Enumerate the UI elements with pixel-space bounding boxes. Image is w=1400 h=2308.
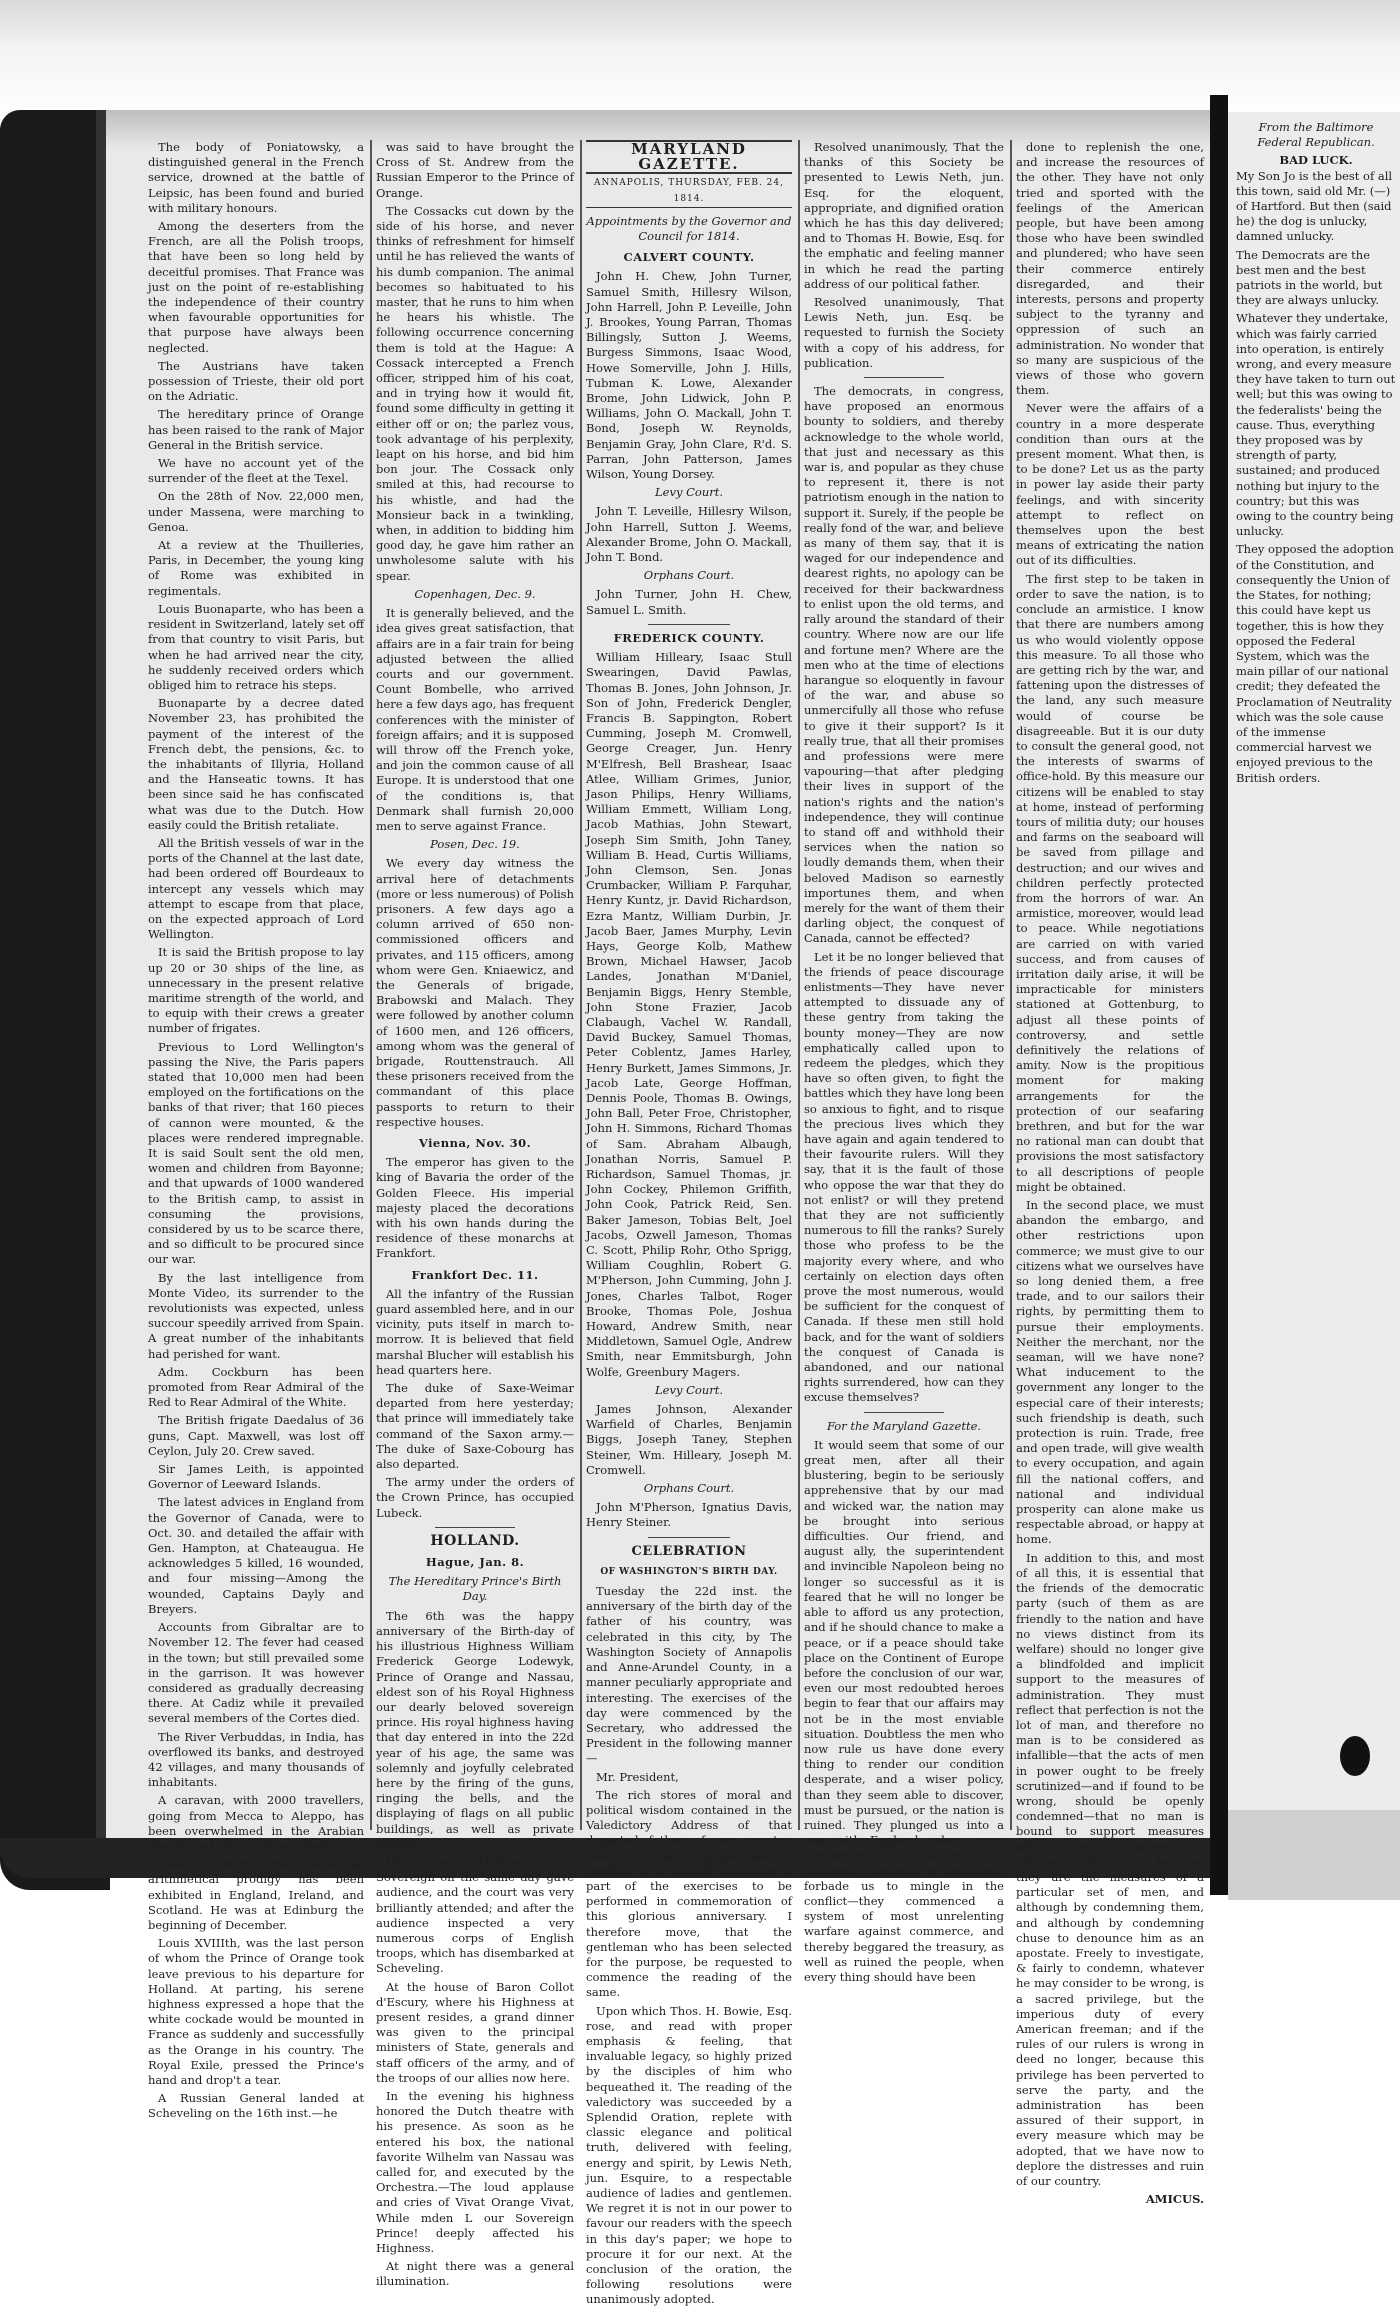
article-paragraph: The British frigate Daedalus of 36 guns, Capt. Maxwell, was lost off Ceylon, July 20. Crew saved. (148, 1413, 364, 1458)
article-paragraph: John H. Chew, John Turner, Samuel Smith, Hillesry Wilson, John Harrell, John P. Leveille, John J. Brookes, Young Parran, Thomas Billingsly, Sutton J. Weems, Burgess Simmons, Isaac Wood, Howe Somerville, John J. Hills, Tubman K. Lowe, Alexander Brome, John Lidwick, John P. Williams, John O. Mackall, John T. Bond, Joseph W. Reynolds, Benjamin Gray, John Clare, R'd. S. Parran, John Patterson, James Wilson, Young Dorsey. (586, 269, 792, 482)
section-heading: HOLLAND. (430, 1532, 520, 1549)
article-paragraph: Previous to Lord Wellington's passing the Nive, the Paris papers stated that 10,000 men had been employed on the fortifications on the banks of that river; that 160 pieces of cannon were mounted, & the places were rendered impregnable. It is said Soult sent the old men, women and children from Bayonne; and that upwards of 1000 wandered to the British camp, to assist in consuming the provisions, considered by us to be scarce there, and so difficult to be procured since our war. (148, 1039, 364, 1267)
divider (648, 624, 730, 625)
section-subheading: OF WASHINGTON'S BIRTH DAY. (600, 1566, 778, 1577)
article-paragraph: In the second place, we must abandon the embargo, and other restrictions upon commerce; we must give to our citizens what we ourselves have so long denied them, a free trade, and to our sailors their rights, by permitting them to pursue their employments. Neither the merchant, nor the seaman, will we have none? What inducement to the government any longer to the especial care of their interests; such friendship is death, such protection is ruin. Trade, free and open trade, will give wealth to every occupation, and again fill the national coffers, and national and individual prosperity can alone make us respectable abroad, or happy at home. (1016, 1198, 1204, 1547)
article-paragraph: James Johnson, Alexander Warfield of Charles, Benjamin Biggs, Joseph Taney, Stephen Steiner, Wm. Hilleary, Joseph M. Cromwell. (586, 1402, 792, 1477)
article-paragraph: Zera Colburn, the American arithmetical prodigy has been exhibited in England, Ireland, and Scotland. He was at Edinburg the beginning of December. (148, 1857, 364, 1932)
article-paragraph: The duke of Saxe-Weimar departed from here yesterday; that prince will immediately take command of the Saxon army.—The duke of Saxe-Cobourg has also departed. (376, 1381, 574, 1472)
article-paragraph: Louis Buonaparte, who has been a resident in Switzerland, lately set off from that country to visit Paris, but when he had arrived near the city, he suddenly received orders which obliged him to retrace his steps. (148, 601, 364, 692)
column-1 (148, 140, 364, 2121)
article-paragraph: Resolved unanimously, That Lewis Neth, jun. Esq. be requested to furnish the Society with a copy of his address, for publication. (804, 295, 1004, 370)
article-paragraph: John T. Leveille, Hillesry Wilson, John Harrell, Sutton J. Weems, Alexander Brome, John O. Mackall, John T. Bond. (586, 504, 792, 565)
article-paragraph: His Royal Highness our Sovereign on the same day gave audience, and the court was very brilliantly attended; and after the audience inspected a very numerous corps of English troops, which has disembarked at Scheveling. (376, 1854, 574, 1976)
article-paragraph: Buonaparte by a decree dated November 23, has prohibited the payment of the interest of the French debt, the pensions, &c. to the inhabitants of Illyria, Holland and the Hanseatic towns. It has been since said he has confiscated what was due to the Dutch. How easily could the British retaliate. (148, 696, 364, 832)
article-paragraph: All the infantry of the Russian guard assembled here, and in our vicinity, puts itself in march to-morrow. It is believed that field marshal Blucher will establish his head quarters here. (376, 1286, 574, 1377)
article-paragraph: In addition to this, and most of all this, it is essential that the friends of the democratic party (such of them as are friendly to the nation and have no views distinct from its welfare) should no longer give a blindfolded and implicit support to the measures of administration. They must reflect that perfection is not the lot of man, and therefore no man is to be considered as infallible—that the acts of men in power ought to be freely scrutinized—and if found to be wrong, should be openly condemned—that no man is bound to support measures which he conscientiously believes to be wrong, because they are the measures of a particular set of men, and although by condemning them, and although by condemning chuse to denounce him as an apostate. Freely to investigate, & fairly to condemn, whatever he may consider to be wrong, is a sacred privilege, but the imperious duty of every American freeman; and if the rules of our rulers is wrong in deed no longer, because this privilege has been perverted to serve the party, and the administration has been assured of their support, in every measure which may be adopted, that we have now to deplore the distresses and ruin of our country. (1016, 1550, 1204, 2189)
article-paragraph: Adm. Cockburn has been promoted from Rear Admiral of the Red to Rear Admiral of the White. (148, 1364, 364, 1410)
right-page-column (1236, 120, 1396, 1720)
article-paragraph: The River Verbuddas, in India, has overflowed its banks, and destroyed 42 villages, and many thousands of inhabitants. (148, 1729, 364, 1790)
dateline-heading: Vienna, Nov. 30. (418, 1136, 532, 1150)
article-paragraph: was said to have brought the Cross of St. Andrew from the Russian Emperor to the Prince of Orange. (376, 140, 574, 200)
article-paragraph: John M'Pherson, Ignatius Davis, Henry Steiner. (586, 1500, 792, 1530)
article-paragraph: Let it be no longer believed that the friends of peace discourage enlistments—They have never attempted to dissuade any of these gentry from taking the bounty money—They are now emphatically called upon to redeem the pledges, which they have so often given, to fight the battles which they have long been so anxious to fight, and to risque the precious lives which they have again and again tendered to their favourite rulers. Will they say, that it is the fault of those who oppose the war that they do not enlist? or will they pretend that they are not sufficiently numerous to fill the ranks? Surely those who profess to be the majority every where, and who certainly on election days often prove the most numerous, would be sufficient for the conquest of Canada. If these men still hold back, and for the want of soldiers the conquest of Canada is abandoned, and our national rights surrendered, how can they excuse themselves? (804, 949, 1004, 1405)
divider (864, 1412, 944, 1413)
divider (648, 1537, 730, 1538)
article-paragraph: A Russian General landed at Scheveling on the 16th inst.—he (148, 2091, 364, 2121)
article-subheading: From the Baltimore Federal Republican. (1257, 120, 1375, 150)
article-subheading: Orphans Court. (643, 1481, 735, 1496)
article-paragraph: It would seem that some of our great men, after all their blustering, begin to be seriously apprehensive that by our mad and wicked war, the nation may be brought into serious difficulties. Our friend, and august ally, the superintendent and invincible Napoleon being no longer so successful as it is feared that he will no longer be able to afford us any protection, and if he should chance to make a peace, or if a peace should take place on the Continent of Europe before the conclusion of our war, even our most redoubted heroes begin to fear that our affairs may not be in the most enviable situation. Doubtless the men who now rule us have done every thing to render our condition desperate, and a wiser policy, than they seem able to discover, must be pursued, or the nation is ruined. They plunged us into a war with England, when every consideration, whether of prudence, humanity or patriotism forbade us to mingle in the conflict—they commenced a system of most unrelenting warfare against commerce, and thereby beggared the treasury, as well as ruined the people, when every thing should have been (804, 1437, 1004, 1984)
article-paragraph: The democrats, in congress, have proposed an enormous bounty to soldiers, and thereby acknowledge to the whole world, that just and necessary as this war is, and popular as they chuse to represent it, there is not patriotism enough in the nation to support it. Surely, if the people be really fond of the war, and believe as many of them say, that it is waged for our independence and dearest rights, no apology can be received for their backwardness to enlist upon the old terms, and rally around the standard of their country. Where now are our life and fortune men? Where are the men who at the time of elections harangue so eloquently in favour of the war, and abuse so unmercifully all those who refuse to give it their support? Is it really true, that all their promises and professions were mere vapouring—that after pledging their lives in support of the nation's rights and the nation's independence, they will continue to stand off and withhold their services when the nation so loudly demands them, when their beloved Madison so earnestly importunes them, and when merely for the want of them their darling object, the conquest of Canada, cannot be effected? (804, 384, 1004, 946)
article-paragraph: At night there was a general illumination. (376, 2259, 574, 2289)
article-paragraph: John Turner, John H. Chew, Samuel L. Smith. (586, 587, 792, 617)
scan-background (0, 0, 1400, 120)
book-gutter (1210, 95, 1228, 1895)
article-subheading: Levy Court. (655, 485, 723, 500)
article-paragraph: By the last intelligence from Monte Video, its surrender to the revolutionists was expected, unless succour speedily arrived from Spain. A great number of the inhabitants had perished for want. (148, 1270, 364, 1361)
article-paragraph: William Hilleary, Isaac Stull Swearingen, David Pawlas, Thomas B. Jones, John Johnson, Jr. Son of John, Frederick Dengler, Francis B. Sappington, Robert Cumming, Joseph M. Cromwell, George Creager, Jun. Henry M'Elfresh, Bell Brashear, Isaac Atlee, William Grimes, Junior, Jason Philips, Henry Williams, William Emmett, William Long, Jacob Mathias, John Stewart, Joseph Sim Smith, John Taney, William B. Head, Curtis Williams, John Clemson, Sen. Jonas Crumbacker, William P. Farquhar, Henry Kuntz, jr. David Richardson, Ezra Mantz, William Durbin, Jr. Jacob Baer, James Murphy, Levin Hays, George Kolb, Mathew Brown, Michael Hawser, Jacob Landes, Jonathan M'Daniel, Benjamin Biggs, Henry Stemble, John Stone Frazier, Jacob Clabaugh, Vachel W. Randall, David Buckey, Samuel Thomas, Peter Coblentz, James Harley, Henry Burkett, James Simmons, Jr. Jacob Late, George Hoffman, Dennis Poole, Thomas B. Owings, John Ball, Peter Froe, Christopher, John H. Simmons, Richard Thomas of Sam. Abraham Albaugh, Jonathan Norris, Samuel P. Richardson, Samuel Thomas, jr. John Cockey, Philemon Griffith, John Cook, Patrick Reid, Sen. Baker Jameson, Tobias Belt, Joel Jacobs, Ozwell Jameson, Thomas C. Scott, Philip Rohr, Otho Sprigg, William Coughlin, Robert G. M'Pherson, John Cumming, John J. Jones, Charles Talbot, Roger Brooke, Thomas Pole, Joshua Howard, Andrew Smith, near Middletown, Samuel Ogle, Andrew Smith, near Emmitsburgh, John Wolfe, Greenbury Magers. (586, 650, 792, 1379)
column-2 (376, 140, 574, 2289)
article-paragraph: Tuesday the 22d inst. the anniversary of the birth day of the father of his country, was celebrated in this city, by The Washington Society of Annapolis and Anne-Arundel County, in a manner peculiarly appropriate and interesting. The exercises of the day were commenced by the Secretary, who addressed the President in the following manner— (586, 1584, 792, 1766)
article-paragraph: We every day witness the arrival here of detachments (more or less numerous) of Polish prisoners. A few days ago a column arrived of 650 non-commissioned officers and privates, and 115 officers, among whom were Gen. Kniaewicz, and the Generals of brigade, Brabowski and Malach. They were followed by another column of 1600 men, and 126 officers, among whom was the general of brigade, Routtenstrauch. All these prisoners received from the commandant of this place passports to return to their respective houses. (376, 856, 574, 1129)
article-paragraph: Whatever they undertake, which was fairly carried into operation, is entirely wrong, and every measure they have taken to turn out well; but this was owing to the federalists' being the cause. Thus, everything they proposed was by strength of party, sustained; and produced nothing but injury to the country; but this was owing to the country being unlucky. (1236, 311, 1396, 539)
article-paragraph: The hereditary prince of Orange has been raised to the rank of Major General in the British service. (148, 407, 364, 452)
article-paragraph: done to replenish the one, and increase the resources of the other. They have not only tried and sported with the feelings of the American people, but have been among those who have been swindled and plundered; who have seen their commerce entirely disregarded, and their interests, persons and property subject to the tyranny and oppression of such an administration. No wonder that so many are suspicious of the views of those who govern them. (1016, 140, 1204, 398)
column-rule (1010, 140, 1012, 1830)
article-paragraph: All the British vessels of war in the ports of the Channel at the last date, had been ordered off Bourdeaux to intercept any vessels which may attempt to escape from that place, on the expected approach of Lord Wellington. (148, 835, 364, 942)
article-paragraph: The Cossacks cut down by the side of his horse, and never thinks of refreshment for himself until he has relieved the wants of his dumb companion. The animal becomes so habituated to his master, that he runs to him when he hears his whistle. The following occurrence concerning them is told at the Hague: A Cossack intercepted a French officer, stripped him of his coat, and in trying how it would fit, found some difficulty in getting it either off or on; the parlez vous, took advantage of his perplexity, leapt on his horse, and bid him bon jour. The Cossack only smiled at this, had recourse to his whistle, and had the Monsieur back in a twinkling, when, in addition to bidding him good day, he gave him rather an unwholesome salute with his spear. (376, 203, 574, 583)
column-4 (804, 140, 1004, 1984)
book-spine-left (0, 110, 110, 1890)
divider (435, 1527, 514, 1528)
column-rule (580, 140, 582, 1830)
masthead: MARYLAND GAZETTE. (586, 140, 792, 174)
right-page-shadow (1228, 1810, 1400, 1900)
signature: AMICUS. (1145, 2192, 1204, 2207)
article-paragraph: Resolved unanimously, That the thanks of this Society be presented to Lewis Neth, jun. Esq. for the eloquent, appropriate, and dignified oration which he has this day delivered; and to Thomas H. Bowie, Esq. for the emphatic and feeling manner in which he read the parting address of our political father. (804, 140, 1004, 291)
article-paragraph: We have no account yet of the surrender of the fleet at the Texel. (148, 456, 364, 486)
section-heading: CALVERT COUNTY. (623, 250, 755, 265)
article-paragraph: The Democrats are the best men and the best patriots in the world, but they are always unlucky. (1236, 247, 1383, 308)
ink-blot (1340, 1736, 1370, 1776)
article-paragraph: The latest advices in England from the Governor of Canada, were to Oct. 30. and detailed the affair with Gen. Hampton, at Chateaugua. He acknowledges 5 killed, 16 wounded, and four missing—Among the wounded, Captains Dayly and Breyers. (148, 1495, 364, 1616)
article-paragraph: Upon which Thos. H. Bowie, Esq. rose, and read with proper emphasis & feeling, that invaluable legacy, so highly prized by the disciples of him who bequeathed it. The reading of the valedictory was succeeded by a Splendid Oration, replete with classic elegance and political truth, delivered with feeling, energy and spirit, by Lewis Neth, jun. Esquire, to a respectable audience of ladies and gentlemen. We regret it is not in our power to favour our readers with the speech in this day's paper; we hope to procure it for our next. At the conclusion of the oration, the following resolutions were unanimously adopted. (586, 2003, 792, 2307)
dateline-heading: Frankfort Dec. 11. (411, 1267, 539, 1282)
dateline-heading: Hague, Jan. 8. (425, 1555, 525, 1570)
column-5 (1016, 140, 1204, 2207)
article-paragraph: They opposed the adoption of the Constitution, and consequently the Union of the States, for nothing; this could have kept us together, this is how they opposed the Federal System, which was the main pillar of our national credit; they defeated the Proclamation of Neutrality which was the sole cause of the immense commercial harvest we enjoyed previous to the British orders. (1236, 542, 1394, 785)
article-paragraph: It is generally believed, and the idea gives great satisfaction, that affairs are in a fair train for being adjusted between the allied courts and our government. Count Bombelle, who arrived here a few days ago, has frequent conferences with the minister of foreign affairs; and it is supposed will throw off the French yoke, and join the common cause of all Europe. It is understood that one of the conditions is, that Denmark shall furnish 20,000 men to serve against France. (376, 606, 574, 833)
divider (864, 377, 944, 378)
column-rule (798, 140, 800, 1830)
article-paragraph: At the house of Baron Collot d'Escury, where his Highness at present resides, a grand dinner was given to the principal ministers of State, generals and staff officers of the army, and of the troops of our allies now here. (376, 1979, 574, 2085)
article-paragraph: The emperor has given to the king of Bavaria the order of the Golden Fleece. His imperial majesty placed the decorations with his own hands during the residence of these monarchs at Frankfort. (376, 1155, 574, 1261)
article-paragraph: The army under the orders of the Crown Prince, has occupied Lubeck. (376, 1475, 574, 1520)
article-paragraph: The 6th was the happy anniversary of the Birth-day of his illustrious Highness William Frederick George Lodewyk, Prince of Orange and Nassau, eldest son of his Royal Highness our dearly beloved sovereign prince. His royal highness having that day entered in into the 22d year of his age, the same was solemnly and joyfully celebrated here by the firing of the guns, ringing the bells, and the displaying of flags on all public buildings, as well as private houses. (376, 1608, 574, 1851)
article-subheading: Levy Court. (655, 1382, 723, 1397)
section-heading: CELEBRATION (631, 1543, 747, 1559)
article-paragraph: Among the deserters from the French, are all the Polish troops, that have been so long held by deceitful promises. That France was just on the point of re-establishing the independence of their country when favourable opportunities for that purpose have always been neglected. (148, 219, 364, 355)
article-paragraph: The body of Poniatowsky, a distinguished general in the French service, drowned at the battle of Leipsic, has been found and buried with military honours. (148, 140, 364, 215)
article-paragraph: The first step to be taken in order to save the nation, is to conclude an armistice. I know that there are numbers among us who would violently oppose this measure. To all those who are getting rich by the war, and fattening upon the distresses of the land, any such measure would of course be disagreeable. But it is our duty to consult the general good, not the interests of swarms of office-hold. By this measure our citizens will be enabled to stay at home, instead of performing tours of militia duty; our houses and farms on the seaboard will be saved from pillage and destruction; and our wives and children perfectly protected from the horrors of war. An armistice, moreover, would lead to peace. While negotiations are carried on with varied success, and from causes of irritation daily arise, it will be impracticable for ministers stationed at Gottenburg, to adjust all these points of controversy, and settle definitively the relations of amity. Now is the propitious moment for making arrangements for the protection of our seafaring brethren, and but for the war no rational man can doubt that provisions the most satisfactory to all descriptions of people might be obtained. (1016, 571, 1204, 1194)
article-paragraph: In the evening his highness honored the Dutch theatre with his presence. As soon as he entered his box, the national favorite Wilhelm van Nassau was called for, and executed by the Orchestra.—The loud applause and cries of Vivat Orange Vivat, While mden L our Sovereign Prince! deeply affected his Highness. (376, 2088, 574, 2256)
dateline-heading: Copenhagen, Dec. 9. (414, 586, 536, 601)
dateline-heading: Posen, Dec. 19. (430, 837, 520, 852)
article-paragraph: The Austrians have taken possession of Trieste, their old port on the Adriatic. (148, 358, 364, 404)
article-subheading: Orphans Court. (643, 568, 735, 583)
article-paragraph: It is said the British propose to lay up 20 or 30 ships of the line, as unnecessary in the present relative maritime strength of the world, and to equip with their crews a greater number of frigates. (148, 945, 364, 1036)
article-paragraph: On the 28th of Nov. 22,000 men, under Massena, were marching to Genoa. (148, 489, 364, 534)
article-subheading: For the Maryland Gazette. (826, 1418, 982, 1433)
article-paragraph: A caravan, with 2000 travellers, going from Mecca to Aleppo, has been overwhelmed in the Arabian desert, and all but 20 perished. (148, 1793, 364, 1853)
article-paragraph: My Son Jo is the best of all this town, said old Mr. (—) of Hartford. But then (said he) the dog is unlucky, damned unlucky. (1236, 168, 1393, 244)
column-rule (370, 140, 372, 1830)
article-subheading: Appointments by the Governor and Council for 1814. (586, 213, 792, 244)
section-heading: BAD LUCK. (1279, 153, 1353, 168)
masthead-dateline: ANNAPOLIS, THURSDAY, FEB. 24, 1814. (586, 176, 792, 207)
article-subheading: The Hereditary Prince's Birth Day. (388, 1574, 562, 1604)
article-paragraph: The rich stores of moral and political wisdom contained in the Valedictory Address of that departed father of our country, render it eminently proper that the reading of it, should constitute a part of the exercises to be performed in commemoration of this glorious anniversary. I therefore move, that the gentleman who has been selected for the purpose, be requested to commence the reading of the same. (586, 1787, 792, 2000)
article-paragraph: Never were the affairs of a country in a more desperate condition than ours at the present moment. What then, is to be done? Let us as the party in power lay aside their party feelings, and with sincerity attempt to reflect on themselves upon the best means of extricating the nation out of its difficulties. (1016, 401, 1204, 568)
article-paragraph: Mr. President, (596, 1769, 679, 1784)
article-paragraph: At a review at the Thuilleries, Paris, in December, the young king of Rome was exhibited in regimentals. (148, 538, 364, 598)
column-3 (586, 140, 792, 2307)
article-paragraph: Sir James Leith, is appointed Governor of Leeward Islands. (148, 1462, 364, 1492)
section-heading: FREDERICK COUNTY. (613, 630, 765, 645)
article-paragraph: Louis XVIIIth, was the last person of whom the Prince of Orange took leave previous to his departure for Holland. At parting, his serene highness expressed a hope that the white cockade would be mounted in France as suddenly and successfully as the Orange in his country. The Royal Exile, pressed the Prince's hand and drop't a tear. (148, 1936, 364, 2087)
article-paragraph: Accounts from Gibraltar are to November 12. The fever had ceased in the town; but still prevailed some in the garrison. It was however considered as gradually decreasing there. At Cadiz while it prevailed several members of the Cortes died. (148, 1620, 364, 1726)
